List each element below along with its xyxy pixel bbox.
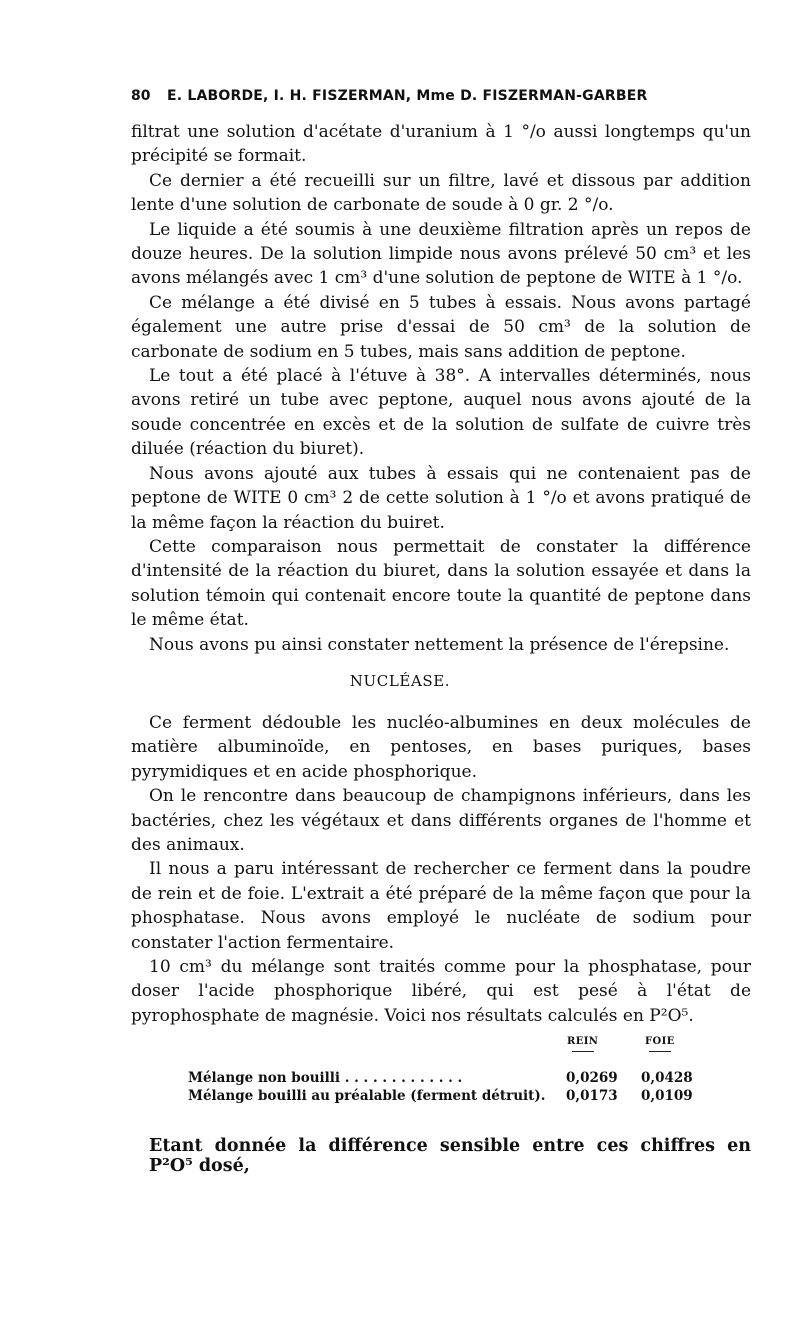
- paragraph: Ce mélange a été divisé en 5 tubes à essais. Nous avons partagé également une autre prise d'essai de 50 cm³ de la solution de carbonate de sodium en 5 tubes, mais sans addition de peptone.: [131, 292, 751, 362]
- row-label: Mélange bouilli au préalable (ferment détruit).: [188, 1088, 546, 1104]
- body-text-top: [131, 120, 751, 657]
- paragraph: Ce dernier a été recueilli sur un filtre, lavé et dissous par addition lente d'une solution de carbonate de soude à 0 gr. 2 °/o.: [131, 170, 751, 216]
- foie-value: 0,0428: [641, 1070, 693, 1086]
- column-rule: [649, 1051, 671, 1052]
- paragraph: filtrat une solution d'acétate d'uranium à 1 °/o aussi longtemps qu'un précipité se formait.: [131, 122, 751, 167]
- paragraph: Il nous a paru intéressant de rechercher ce ferment dans la poudre de rein et de foie. L'extrait a été préparé de la même façon que pour la phosphatase. Nous avons employé le nucléate de sodium pour constater l'action fermentaire.: [131, 859, 751, 953]
- row-label: Mélange non bouilli . . . . . . . . . . . . .: [188, 1070, 463, 1086]
- page-number: 80: [131, 88, 151, 104]
- running-head-authors: E. LABORDE, I. H. FISZERMAN, Mme D. FISZERMAN-GARBER: [167, 88, 648, 104]
- foie-value: 0,0109: [641, 1088, 693, 1104]
- column-header-foie: FOIE: [645, 1036, 675, 1047]
- paragraph: Ce ferment dédouble les nucléo-albumines en deux molécules de matière albuminoïde, en pentoses, en bases puriques, bases pyrymidiques et en acide phosphorique.: [131, 713, 751, 782]
- paragraph: Nous avons ajouté aux tubes à essais qui ne contenaient pas de peptone de WITE 0 cm³ 2 de cette solution à 1 °/o et avons pratiqué de la même façon la réaction du buiret.: [131, 463, 751, 533]
- rein-value: 0,0173: [566, 1088, 618, 1104]
- paragraph: Cette comparaison nous permettait de constater la différence d'intensité de la réaction du biuret, dans la solution essayée et dans la solution témoin qui contenait encore toute la quantité de peptone dans le même état.: [131, 536, 751, 631]
- paragraph: Le tout a été placé à l'étuve à 38°. A intervalles déterminés, nous avons retiré un tube avec peptone, auquel nous avons ajouté de la soude concentrée en excès et de la solution de sulfate de cuivre très diluée (réaction du biuret).: [131, 366, 751, 460]
- closing-line: Etant donnée la différence sensible entre ces chiffres en P²O⁵ dosé,: [149, 1136, 751, 1176]
- paragraph: On le rencontre dans beaucoup de champignons inférieurs, dans les bactéries, chez les végétaux et dans différents organes de l'homme et des animaux.: [131, 786, 751, 856]
- paragraph: Le liquide a été soumis à une deuxième filtration après un repos de douze heures. De la solution limpide nous avons prélevé 50 cm³ et les avons mélangés avec 1 cm³ d'une solution de peptone de WITE à 1 °/o.: [131, 219, 751, 289]
- table-row: [188, 1088, 708, 1108]
- section-heading: NUCLÉASE.: [349, 672, 451, 690]
- body-text-middle: [131, 711, 751, 1028]
- table-row: [188, 1070, 708, 1090]
- paragraph: Nous avons pu ainsi constater nettement la présence de l'érepsine.: [149, 634, 730, 655]
- column-rule: [572, 1051, 594, 1052]
- paragraph: 10 cm³ du mélange sont traités comme pour la phosphatase, pour doser l'acide phosphorique libéré, qui est pesé à l'état de pyrophosphate de magnésie. Voici nos résultats calculés en P²O⁵.: [131, 957, 751, 1026]
- column-header-rein: REIN: [567, 1036, 599, 1047]
- rein-value: 0,0269: [566, 1070, 618, 1086]
